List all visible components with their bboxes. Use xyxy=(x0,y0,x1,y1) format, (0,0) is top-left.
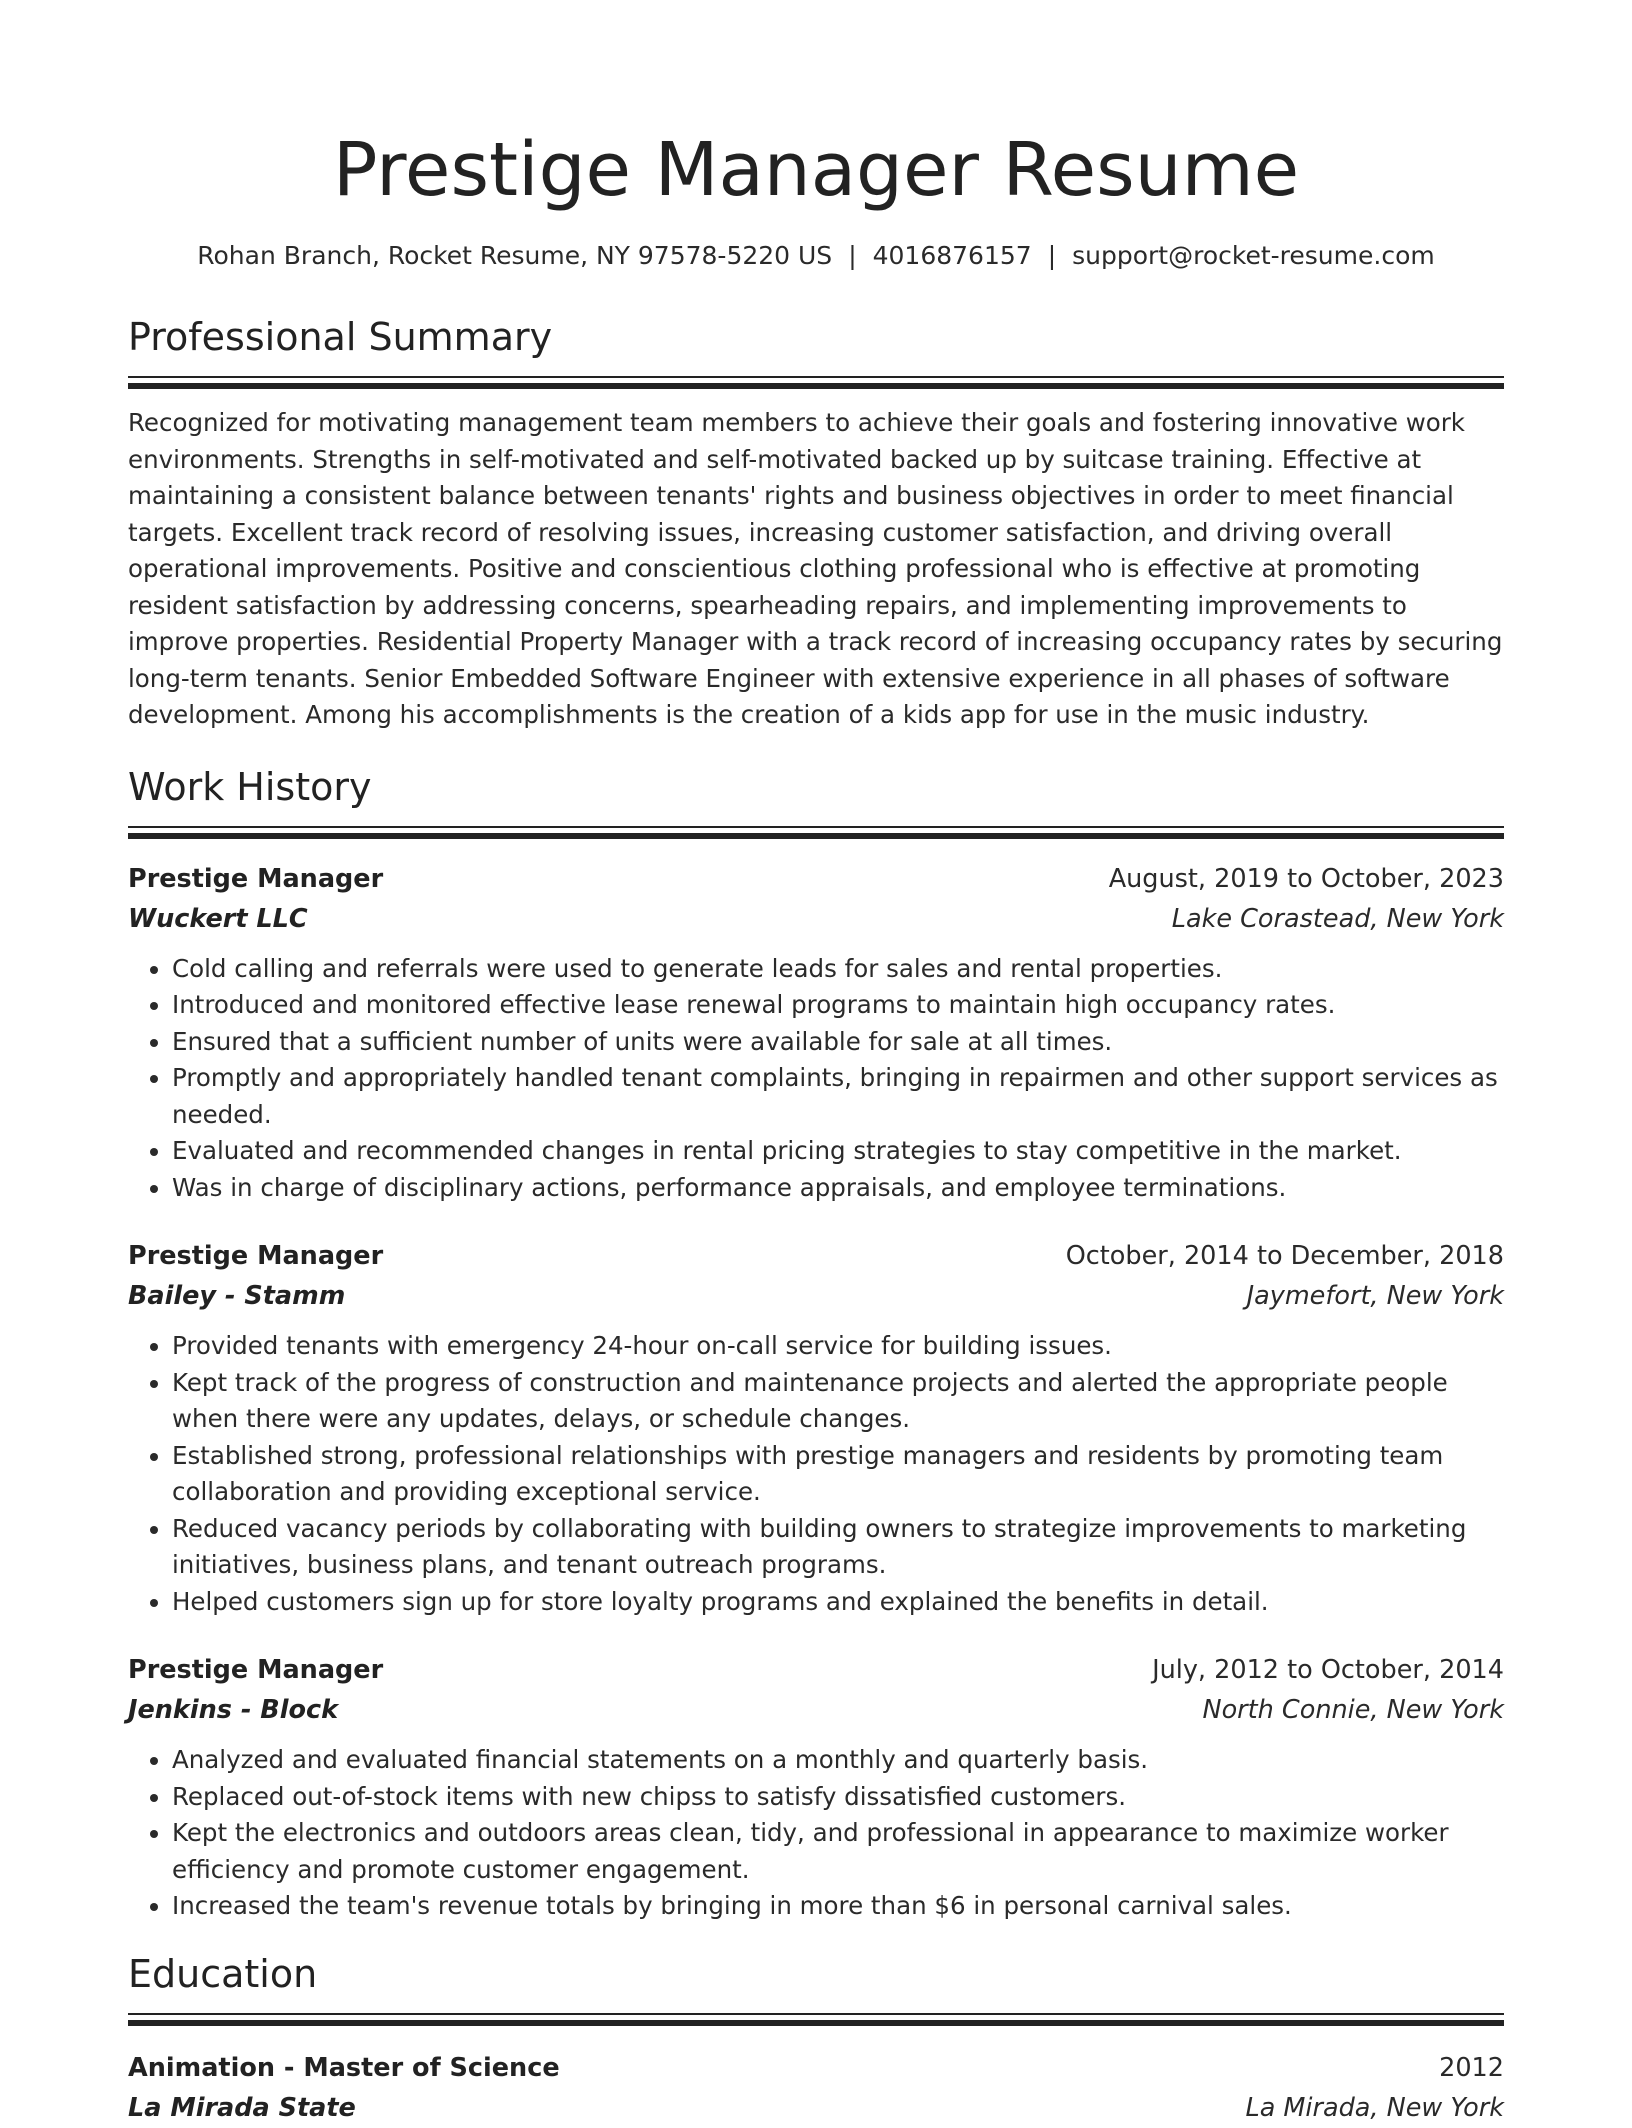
job-bullet: • Kept the electronics and outdoors areas clean, tidy, and professional in appearance to maximize worker efficiency and promote customer engagement. xyxy=(172,1815,1504,1888)
job-bullet: • Promptly and appropriately handled tenant complaints, bringing in repairmen and other support services as needed. xyxy=(172,1060,1504,1133)
job-bullet: • Increased the team's revenue totals by bringing in more than $6 in personal carnival sales. xyxy=(172,1888,1504,1925)
education-year: 2012 xyxy=(1439,2052,1504,2083)
job-bullet: • Analyzed and evaluated financial statements on a monthly and quarterly basis. xyxy=(172,1742,1504,1779)
job-location: Jaymefort, New York xyxy=(1246,1281,1504,1311)
job-entry xyxy=(128,1236,1504,1620)
resume-title: Prestige Manager Resume xyxy=(332,127,1300,213)
education-degree: Animation - Master of Science xyxy=(128,2052,560,2083)
contact-separator: | xyxy=(1047,241,1057,270)
section-divider xyxy=(128,826,1504,839)
job-company-row xyxy=(128,899,1504,939)
contact-email: support@rocket-resume.com xyxy=(1072,241,1435,270)
job-dates: August, 2019 to October, 2023 xyxy=(1108,863,1504,894)
job-header-row xyxy=(128,859,1504,899)
job-header-row xyxy=(128,1236,1504,1276)
job-bullet: • Introduced and monitored effective lease renewal programs to maintain high occupancy rates. xyxy=(172,987,1504,1024)
job-bullet: • Kept track of the progress of construction and maintenance projects and alerted the appropriate people when there were any updates, delays, or schedule changes. xyxy=(172,1365,1504,1438)
job-role: Prestige Manager xyxy=(128,1241,384,1271)
education-section xyxy=(128,1947,1504,2128)
education-school: La Mirada State xyxy=(128,2092,356,2123)
job-location: Lake Corastead, New York xyxy=(1171,903,1504,934)
job-location: North Connie, New York xyxy=(1202,1695,1504,1725)
section-heading-summary: Professional Summary xyxy=(128,315,553,359)
job-header-row xyxy=(128,1650,1504,1690)
work-history-section xyxy=(128,760,1504,1925)
education-entry xyxy=(128,2048,1504,2128)
job-company: Bailey - Stamm xyxy=(128,1281,346,1311)
job-role: Prestige Manager xyxy=(128,1655,384,1685)
job-bullet: • Evaluated and recommended changes in rental pricing strategies to stay competitive in the market. xyxy=(172,1133,1504,1170)
section-divider xyxy=(128,2013,1504,2026)
job-role: Prestige Manager xyxy=(128,863,384,894)
job-entry xyxy=(128,859,1504,1207)
contact-line xyxy=(128,238,1504,274)
job-company-row xyxy=(128,1690,1504,1730)
job-bullets xyxy=(128,1742,1504,1925)
job-dates: July, 2012 to October, 2014 xyxy=(1152,1655,1504,1685)
section-heading-education: Education xyxy=(128,1951,318,1996)
job-bullet: • Provided tenants with emergency 24-hour on-call service for building issues. xyxy=(172,1328,1504,1365)
job-entry xyxy=(128,1650,1504,1925)
section-heading-work-history: Work History xyxy=(128,764,372,809)
contact-separator: | xyxy=(848,241,857,270)
contact-phone: 4016876157 xyxy=(872,241,1032,270)
summary-text: Recognized for motivating management team members to achieve their goals and fostering innovative work environments. Strengths in self-motivated and self-motivated backed up by suitcase training. Effective at maintaining a consistent balance between tenants' rights and business objectives in order to meet financial targets. Excellent track record of resolving issues, increasing customer satisfaction, and driving overall operational improvements. Positive and conscientious clothing professional who is effective at promoting resident satisfaction by addressing concerns, spearheading repairs, and implementing improvements to improve properties. Residential Property Manager with a track record of increasing occupancy rates by securing long-term tenants. Senior Embedded Software Engineer with extensive experience in all phases of software development. Among his accomplishments is the creation of a kids app for use in the music industry. xyxy=(128,408,1503,729)
job-dates: October, 2014 to December, 2018 xyxy=(1065,1241,1504,1271)
job-company: Wuckert LLC xyxy=(128,903,308,934)
job-bullet: • Established strong, professional relationships with prestige managers and residents by promoting team collaboration and providing exceptional service. xyxy=(172,1438,1504,1511)
job-bullet: • Reduced vacancy periods by collaborating with building owners to strategize improvements to marketing initiatives, business plans, and tenant outreach programs. xyxy=(172,1511,1504,1584)
summary-section xyxy=(128,310,1504,734)
job-bullets xyxy=(128,951,1504,1207)
job-bullet: • Ensured that a sufficient number of units were available for sale at all times. xyxy=(172,1024,1504,1061)
education-header-row xyxy=(128,2048,1504,2088)
section-divider xyxy=(128,376,1504,389)
job-company: Jenkins - Block xyxy=(128,1695,339,1725)
job-bullet: • Was in charge of disciplinary actions, performance appraisals, and employee terminations. xyxy=(172,1170,1504,1207)
education-location: La Mirada, New York xyxy=(1245,2092,1504,2123)
contact-address: Rohan Branch, Rocket Resume, NY 97578-5220 US xyxy=(197,241,833,270)
job-bullet: • Replaced out-of-stock items with new chipss to satisfy dissatisfied customers. xyxy=(172,1779,1504,1816)
job-company-row xyxy=(128,1276,1504,1316)
job-bullet: • Helped customers sign up for store loyalty programs and explained the benefits in detail. xyxy=(172,1584,1504,1621)
education-school-row xyxy=(128,2088,1504,2128)
job-bullet: • Cold calling and referrals were used to generate leads for sales and rental properties. xyxy=(172,951,1504,988)
job-bullets xyxy=(128,1328,1504,1620)
